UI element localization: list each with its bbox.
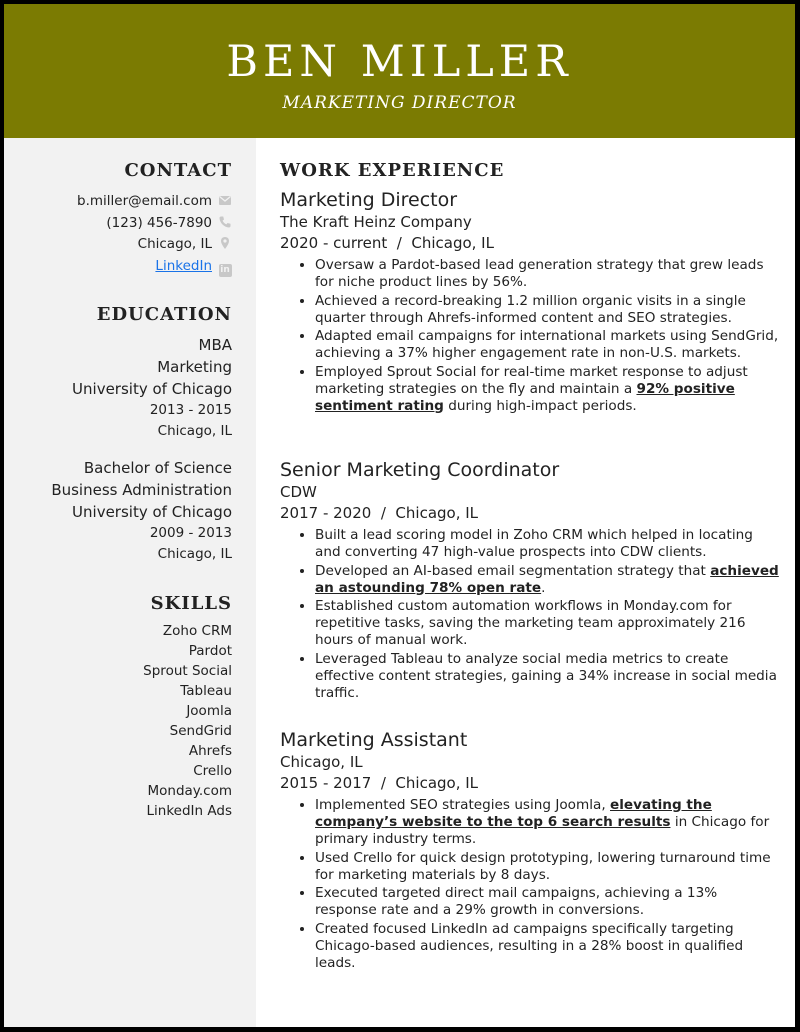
edu-degree: MBA (198, 336, 232, 354)
envelope-icon (218, 193, 232, 207)
skill-item: LinkedIn Ads (146, 803, 232, 819)
edu-location: Chicago, IL (157, 546, 232, 562)
job-title: Marketing Director (280, 189, 458, 211)
job-bullet: • Oversaw a Pardot-based lead generation strategy that grew leads for niche product lines by 56%. (315, 257, 780, 291)
job-bullet: • Developed an AI-based email segmentation strategy that achieved an astounding 78% open rate. (315, 563, 780, 597)
job-bullet: • Created focused LinkedIn ad campaigns specifically targeting Chicago-based audiences, resulting in a 28% boost in qualified leads. (315, 921, 780, 972)
education-heading: EDUCATION (96, 304, 232, 325)
job-entry-1 (280, 188, 780, 416)
edu-field: Business Administration (51, 481, 232, 499)
job-bullet: • Implemented SEO strategies using Joomla, elevating the company’s website to the top 6 search results in Chicago for primary industry terms. (315, 797, 780, 848)
job-bullet: • Adapted email campaigns for international markets using SendGrid, achieving a 37% higher engagement rate in non-U.S. markets. (315, 328, 780, 362)
resume-header (4, 4, 795, 138)
highlight-text: achieved an astounding 78% open rate (315, 562, 779, 596)
contact-list (4, 191, 232, 277)
job-title: Marketing Assistant (280, 729, 468, 751)
skill-item: Crello (193, 763, 232, 779)
job-bullets (280, 527, 780, 702)
phone-icon (218, 215, 232, 229)
phone-text: (123) 456-7890 (106, 214, 212, 231)
highlight-text: elevating the company’s website to the top 6 search results (315, 797, 712, 830)
contact-heading: CONTACT (124, 160, 232, 181)
job-bullets (280, 257, 780, 415)
skills-heading: SKILLS (150, 593, 232, 614)
edu-school: University of Chicago (72, 380, 232, 398)
edu-years: 2009 - 2013 (149, 525, 232, 541)
map-pin-icon (218, 236, 232, 250)
job-title: Senior Marketing Coordinator (280, 459, 560, 481)
skill-item: Tableau (180, 683, 232, 699)
resume-page (4, 4, 795, 1027)
contact-phone (4, 213, 232, 235)
skill-item: SendGrid (169, 723, 232, 739)
education-entry-1 (4, 334, 232, 442)
edu-years: 2013 - 2015 (149, 402, 232, 418)
experience-heading: WORK EXPERIENCE (280, 160, 505, 181)
edu-field: Marketing (157, 358, 232, 376)
job-bullet: • Established custom automation workflows in Monday.com for repetitive tasks, saving the marketing team approximately 216 hours of manual work. (315, 598, 780, 649)
edu-degree: Bachelor of Science (83, 459, 232, 477)
contact-email (4, 191, 232, 213)
job-dates: 2015 - 2017 / Chicago, IL (280, 774, 479, 792)
highlight-text: 92% positive sentiment rating (315, 380, 735, 414)
contact-location (4, 234, 232, 256)
job-entry-3 (280, 728, 780, 973)
job-bullet: • Built a lead scoring model in Zoho CRM which helped in locating and converting 47 high-value prospects into CDW clients. (315, 527, 780, 561)
job-company: The Kraft Heinz Company (280, 213, 472, 231)
skill-item: Pardot (188, 643, 232, 659)
job-entry-2 (280, 458, 780, 703)
job-dates: 2017 - 2020 / Chicago, IL (280, 504, 479, 522)
sidebar (4, 138, 256, 1027)
skill-item: Monday.com (147, 783, 232, 799)
job-company: Chicago, IL (280, 753, 363, 771)
job-bullet: • Employed Sprout Social for real-time market response to adjust marketing strategies on the fly and maintain a 92% positive sentiment rating during high-impact periods. (315, 364, 780, 415)
contact-linkedin (4, 256, 232, 278)
skill-item: Joomla (186, 703, 232, 719)
linkedin-link[interactable]: LinkedIn (155, 257, 212, 274)
job-dates: 2020 - current / Chicago, IL (280, 234, 494, 252)
skill-item: Sprout Social (143, 663, 232, 679)
job-bullets (280, 797, 780, 972)
skill-item: Ahrefs (188, 743, 232, 759)
edu-school: University of Chicago (72, 503, 232, 521)
job-bullet: • Leveraged Tableau to analyze social media metrics to create effective content strategies, gaining a 34% increase in social media traffic. (315, 651, 780, 702)
job-bullet: • Achieved a record-breaking 1.2 million organic visits in a single quarter through Ahrefs-informed content and SEO strategies. (315, 293, 780, 327)
job-bullet: • Executed targeted direct mail campaigns, achieving a 13% response rate and a 29% growth in conversions. (315, 885, 780, 919)
skills-list (4, 621, 232, 821)
email-text: b.miller@email.com (77, 193, 212, 209)
candidate-name: BEN MILLER (226, 37, 573, 87)
job-bullet: • Used Crello for quick design prototyping, lowering turnaround time for marketing materials by 8 days. (315, 850, 780, 884)
linkedin-icon: in (220, 264, 230, 275)
job-company: CDW (280, 483, 317, 501)
location-text: Chicago, IL (137, 236, 212, 252)
education-entry-2 (4, 457, 232, 565)
candidate-title: MARKETING DIRECTOR (282, 93, 517, 113)
skill-item: Zoho CRM (162, 623, 232, 639)
edu-location: Chicago, IL (157, 423, 232, 439)
